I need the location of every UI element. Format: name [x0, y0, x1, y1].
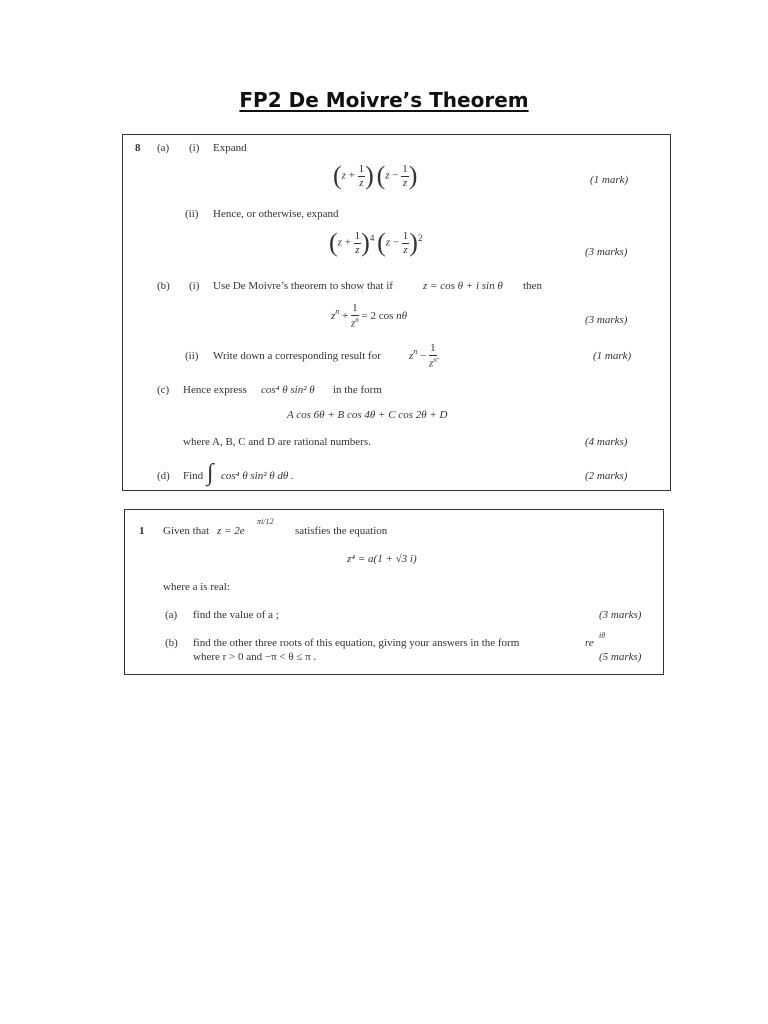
part-a-label: (a): [157, 142, 170, 154]
q1-intro: Given that: [163, 525, 210, 537]
q1-part-b-text2: where r > 0 and −π < θ ≤ π .: [193, 651, 317, 663]
marks-b-i: (3 marks): [585, 314, 628, 326]
q1-satisfies: satisfies the equation: [295, 525, 388, 537]
part-b-ii-expression: $z^n$ − $\frac{1}{z^n}$ .: [409, 342, 440, 370]
part-c-text2: in the form: [333, 384, 382, 396]
part-b-ii-label: (ii): [185, 350, 199, 362]
page-title: FP2 De Moivre’s Theorem: [239, 88, 529, 112]
part-b-i-then: then: [523, 280, 542, 292]
integral-sign-icon: ∫: [207, 460, 214, 486]
part-b-ii-text: Write down a corresponding result for: [213, 350, 381, 362]
part-d-expression: cos⁴ θ sin² θ dθ .: [221, 470, 294, 482]
demoivre-identity: $z^n$ + $\frac{1}{z^n}$ = 2 cos nθ: [331, 302, 408, 330]
q1-part-a-text: find the value of a ;: [193, 609, 279, 621]
q1-marks-b: (5 marks): [599, 651, 642, 663]
part-c-where: where A, B, C and D are rational numbers.: [183, 436, 371, 448]
part-a-ii-text: Hence, or otherwise, expand: [213, 208, 339, 220]
part-b-label: (b): [157, 280, 170, 292]
part-d-label: (d): [157, 470, 170, 482]
question-number: 8: [135, 142, 141, 154]
question-1-box: [124, 509, 664, 675]
marks-a-ii: (3 marks): [585, 246, 628, 258]
part-b-i-condition: z = cos θ + i sin θ: [423, 280, 503, 292]
marks-c: (4 marks): [585, 436, 628, 448]
marks-b-ii: (1 mark): [593, 350, 632, 362]
part-a-i-text: Expand: [213, 142, 247, 154]
q1-part-b-label: (b): [165, 637, 178, 649]
part-a-i-label: (i): [189, 142, 200, 154]
part-b-i-label: (i): [189, 280, 200, 292]
question-number: 1: [139, 525, 145, 537]
marks-d: (2 marks): [585, 470, 628, 482]
question-8-box: [122, 134, 671, 491]
q1-marks-a: (3 marks): [599, 609, 642, 621]
part-b-i-text: Use De Moivre’s theorem to show that if: [213, 280, 393, 292]
q1-part-a-label: (a): [165, 609, 178, 621]
q1-where: where a is real:: [163, 581, 230, 593]
part-c-text: Hence express: [183, 384, 247, 396]
expand-expression-2: (z + $\frac{1}{z}$ )$^4$ (z − $\frac{1}{z}$ )$^2$: [329, 228, 423, 257]
part-a-ii-label: (ii): [185, 208, 199, 220]
q1-part-b-text: find the other three roots of this equation, giving your answers in the form: [193, 637, 520, 649]
q1-equation: z⁴ = a(1 + √3 i): [347, 553, 417, 565]
q1-part-b-form: re: [585, 637, 594, 649]
q1-z-expression: z = 2e: [217, 525, 245, 537]
expand-expression-1: (z + $\frac{1}{z}$ ) (z − $\frac{1}{z}$ ): [333, 161, 418, 190]
q1-exponent: πi/12: [257, 517, 274, 526]
part-c-expression: cos⁴ θ sin² θ: [261, 384, 315, 396]
q1-part-b-form-exponent: iθ: [599, 631, 606, 640]
part-c-label: (c): [157, 384, 170, 396]
marks-a-i: (1 mark): [590, 174, 629, 186]
part-d-text: Find: [183, 470, 204, 482]
part-c-form: A cos 6θ + B cos 4θ + C cos 2θ + D: [287, 409, 448, 421]
